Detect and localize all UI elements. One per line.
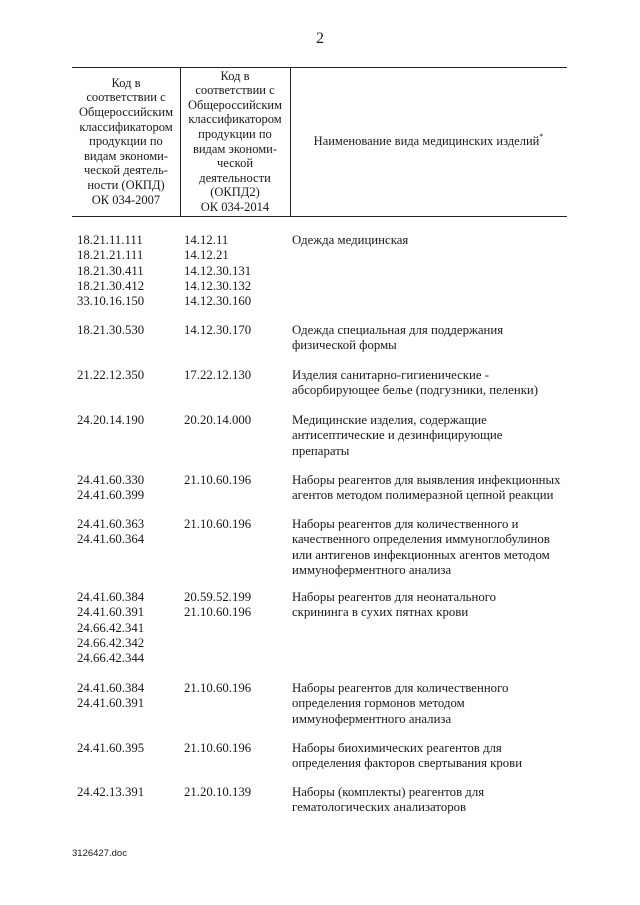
header-okpd [72, 67, 180, 216]
okpd-cell [77, 517, 182, 548]
product-name-line: Наборы биохимических реагентов для [292, 741, 502, 755]
product-name-line: Изделия санитарно-гигиенические - [292, 368, 490, 382]
okpd-code: 18.21.30.411 [77, 263, 144, 278]
okpd-cell [77, 785, 182, 800]
okpd-cell [77, 233, 182, 309]
product-name-line: определения факторов свертывания крови [292, 756, 523, 771]
product-name-line: Наборы (комплекты) реагентов для [292, 785, 485, 799]
table-header-rule [72, 216, 567, 217]
product-name-line: антисептические и дезинфицирующие [292, 428, 503, 443]
header-name-text [314, 134, 544, 149]
product-name-line: Медицинские изделия, содержащие [292, 413, 487, 427]
okpd2-code: 21.10.60.196 [184, 681, 252, 695]
header-name-label: Наименование вида медицинских изделий [313, 134, 540, 149]
product-name-line: иммуноферментного анализа [292, 562, 452, 577]
okpd2-code: 21.20.10.139 [184, 785, 252, 799]
header-name [290, 67, 567, 216]
product-name-line: физической формы [292, 338, 397, 353]
okpd-code: 24.41.60.399 [77, 488, 145, 503]
okpd-code: 24.41.60.384 [77, 681, 145, 695]
name-cell [292, 413, 567, 459]
name-cell [292, 233, 567, 248]
name-cell [292, 681, 567, 727]
product-name-line: Наборы реагентов для выявления инфекционных [292, 473, 561, 487]
okpd2-code: 21.10.60.196 [184, 473, 252, 487]
okpd2-code: 14.12.30.170 [184, 323, 252, 337]
okpd-code: 24.66.42.344 [77, 651, 145, 666]
okpd-code: 24.41.60.384 [77, 590, 145, 604]
name-cell [292, 517, 567, 578]
okpd2-code: 20.59.52.199 [184, 590, 252, 604]
okpd2-code: 14.12.11 [184, 233, 229, 247]
okpd-code: 18.21.30.412 [77, 278, 145, 293]
product-name-line: определения гормонов методом [292, 696, 465, 711]
product-name-line: или антигенов инфекционных агентов методом [292, 547, 550, 562]
okpd-code: 24.41.60.363 [77, 517, 145, 531]
product-name-line: качественного определения иммуноглобулинов [292, 532, 550, 547]
okpd-cell [77, 590, 182, 666]
okpd2-cell [184, 323, 289, 338]
okpd-code: 33.10.16.150 [77, 294, 145, 309]
okpd2-code: 17.22.12.130 [184, 368, 252, 382]
okpd2-code: 14.12.21 [184, 248, 229, 263]
okpd2-code: 14.12.30.160 [184, 294, 252, 309]
okpd2-code: 21.10.60.196 [184, 605, 252, 620]
header-okpd2 [180, 67, 290, 216]
okpd-code: 24.41.60.391 [77, 696, 145, 711]
okpd-code: 24.41.60.395 [77, 741, 145, 755]
name-cell [292, 323, 567, 354]
product-name-line: абсорбирующее белье (подгузники, пеленки) [292, 383, 539, 398]
product-name-line: Наборы реагентов для неонатального [292, 590, 497, 604]
product-name-line: агентов методом полимеразной цепной реакции [292, 488, 554, 503]
header-okpd2-text: Код в соответствии с Общероссийским классификатором продукции по видам экономи- ческой деятельности (ОКПД2) ОК 034-2014 [187, 68, 283, 214]
okpd-cell [77, 368, 182, 383]
okpd-code: 21.22.12.350 [77, 368, 145, 382]
okpd-code: 24.41.60.391 [77, 605, 145, 620]
okpd-cell [77, 681, 182, 712]
okpd2-code: 21.10.60.196 [184, 517, 252, 531]
okpd2-code: 14.12.30.132 [184, 278, 252, 293]
okpd2-cell [184, 590, 289, 621]
okpd2-code: 20.20.14.000 [184, 413, 252, 427]
product-name-line: Одежда медицинская [292, 233, 409, 247]
okpd2-cell [184, 368, 289, 383]
okpd-cell [77, 413, 182, 428]
okpd-cell [77, 473, 182, 504]
okpd2-cell [184, 413, 289, 428]
product-name-line: иммуноферментного анализа [292, 711, 452, 726]
okpd2-cell [184, 473, 289, 488]
file-name: 3126427.doc [72, 848, 127, 859]
name-cell [292, 473, 567, 504]
okpd2-cell [184, 681, 289, 696]
okpd-code: 24.66.42.341 [77, 620, 145, 635]
okpd2-cell [184, 233, 289, 309]
name-cell [292, 590, 567, 621]
product-name-line: гематологических анализаторов [292, 800, 467, 815]
okpd-code: 18.21.21.111 [77, 248, 144, 263]
name-cell [292, 785, 567, 816]
okpd-code: 18.21.11.111 [77, 233, 143, 247]
okpd-code: 24.42.13.391 [77, 785, 145, 799]
okpd-code: 24.20.14.190 [77, 413, 145, 427]
product-name-line: препараты [292, 443, 350, 458]
product-name-line: скрининга в сухих пятнах крови [292, 605, 469, 620]
okpd2-cell [184, 785, 289, 800]
okpd-code: 24.41.60.364 [77, 532, 145, 547]
name-cell [292, 368, 567, 399]
okpd2-code: 14.12.30.131 [184, 263, 252, 278]
okpd2-cell [184, 517, 289, 532]
okpd-code: 24.41.60.330 [77, 473, 145, 487]
product-name-line: Наборы реагентов для количественного [292, 681, 509, 695]
footnote-mark: * [539, 132, 544, 142]
product-name-line: Наборы реагентов для количественного и [292, 517, 519, 531]
okpd2-cell [184, 741, 289, 756]
okpd-code: 18.21.30.530 [77, 323, 145, 337]
name-cell [292, 741, 567, 772]
product-name-line: Одежда специальная для поддержания [292, 323, 504, 337]
okpd-cell [77, 323, 182, 338]
okpd-code: 24.66.42.342 [77, 635, 145, 650]
okpd-cell [77, 741, 182, 756]
okpd2-code: 21.10.60.196 [184, 741, 252, 755]
header-okpd-text: Код в соответствии с Общероссийским классификатором продукции по видам экономи- ческой деятель- ности (ОКПД) ОК 034-2007 [78, 75, 174, 207]
page-number: 2 [316, 30, 324, 47]
